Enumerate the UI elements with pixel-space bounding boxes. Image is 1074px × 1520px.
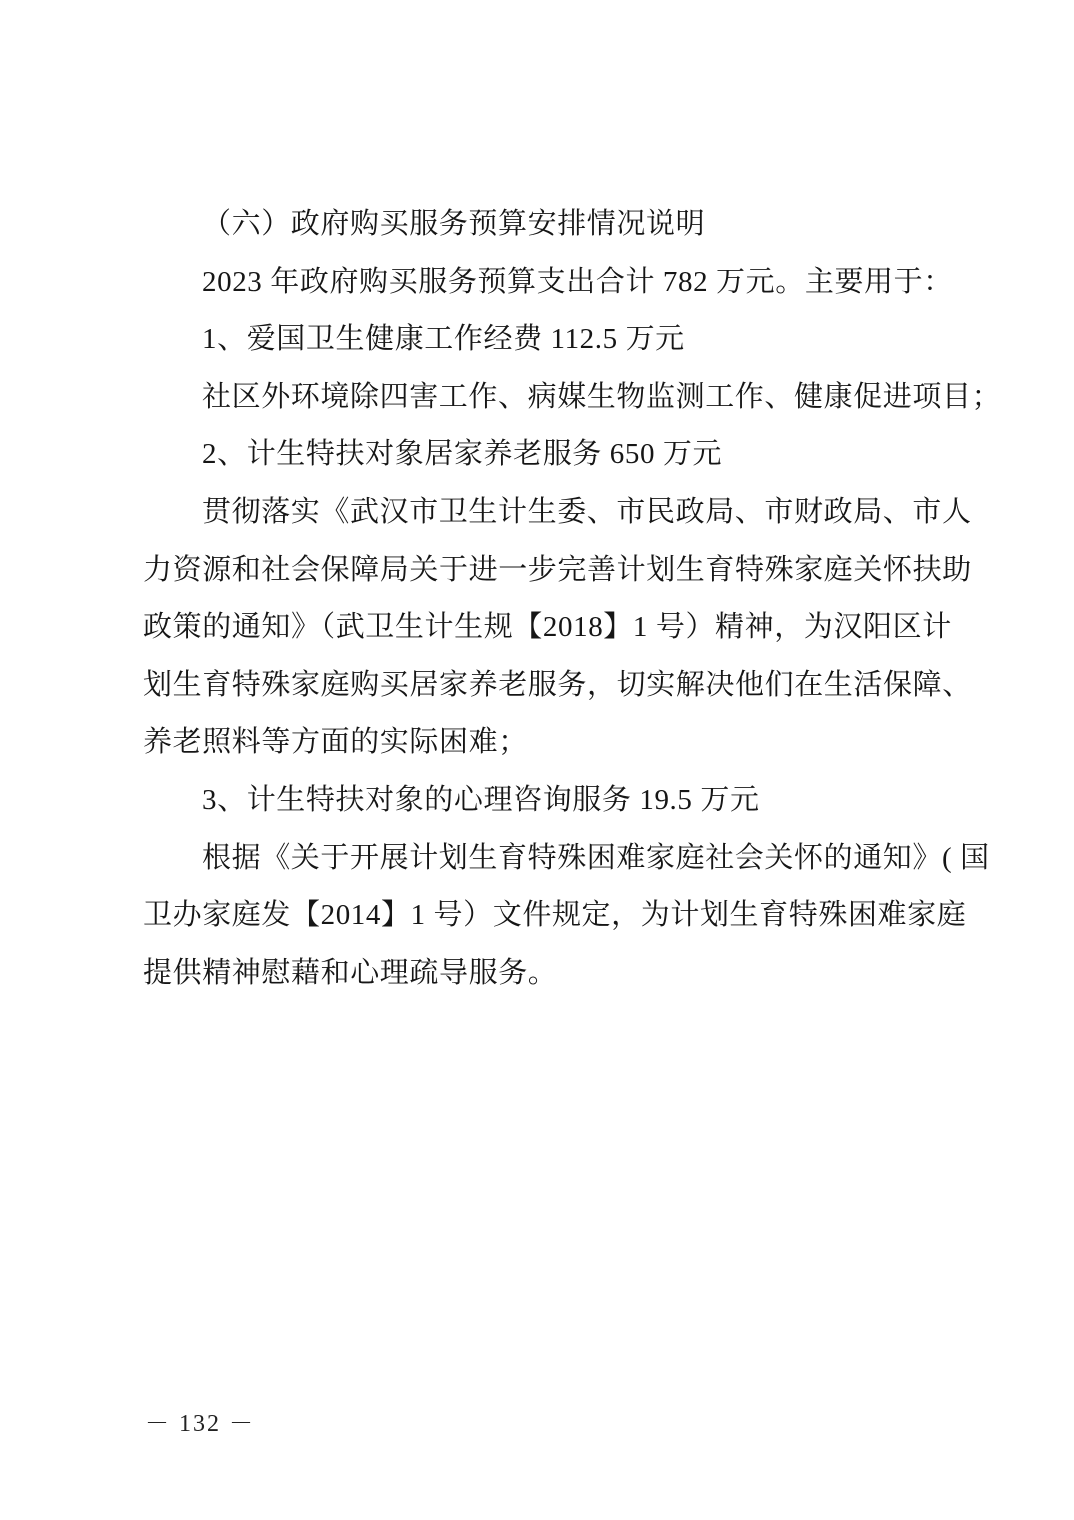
item-2-detail-line-5: 养老照料等方面的实际困难；	[143, 726, 528, 759]
item-2-detail-line-2: 力资源和社会保障局关于进一步完善计划生育特殊家庭关怀扶助	[143, 553, 972, 586]
item-2-title: 2、计生特扶对象居家养老服务 650 万元	[202, 438, 723, 471]
item-2-detail-line-3: 政策的通知》（武卫生计生规【2018】1 号）精神，为汉阳区计	[143, 611, 952, 644]
item-2-detail-line-4: 划生育特殊家庭购买居家养老服务，切实解决他们在生活保障、	[143, 668, 972, 701]
page-number: － 132 －	[145, 1411, 255, 1437]
summary-line: 2023 年政府购买服务预算支出合计 782 万元。主要用于：	[202, 265, 953, 298]
item-3-detail-line-2: 卫办家庭发【2014】1 号）文件规定，为计划生育特殊困难家庭	[143, 899, 967, 932]
item-1-title: 1、爱国卫生健康工作经费 112.5 万元	[202, 323, 685, 356]
item-3-detail-line-1: 根据《关于开展计划生育特殊困难家庭社会关怀的通知》( 国	[202, 841, 990, 874]
section-heading: （六）政府购买服务预算安排情况说明	[202, 208, 706, 240]
item-3-detail-line-3: 提供精神慰藉和心理疏导服务。	[143, 956, 558, 989]
document-body	[143, 196, 1002, 1002]
item-1-detail: 社区外环境除四害工作、病媒生物监测工作、健康促进项目；	[202, 380, 1002, 413]
item-2-detail-line-1: 贯彻落实《武汉市卫生计生委、市民政局、市财政局、市人	[202, 495, 972, 528]
item-3-title: 3、计生特扶对象的心理咨询服务 19.5 万元	[202, 783, 760, 816]
